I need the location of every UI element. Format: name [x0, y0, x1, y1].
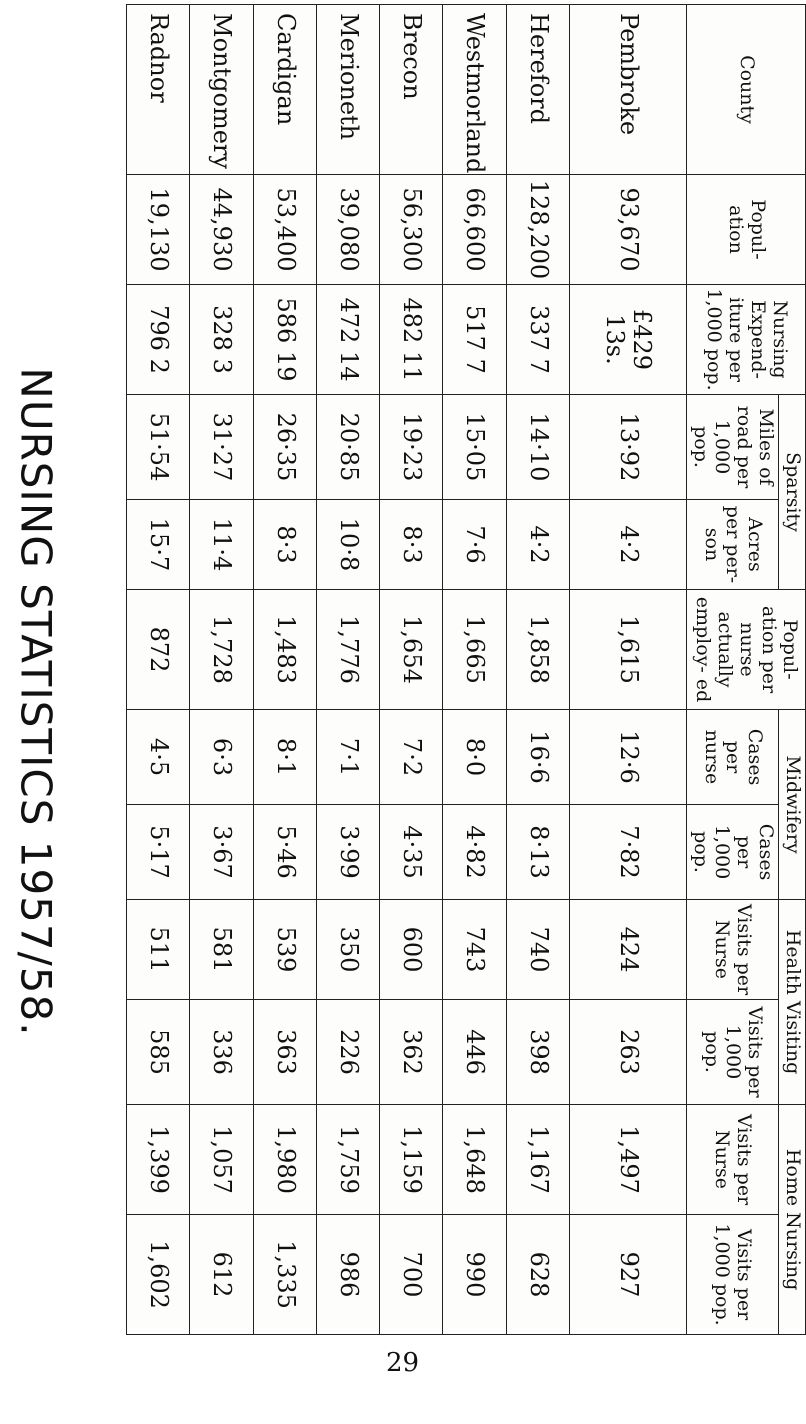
cell-population: 53,400 — [253, 175, 316, 285]
cell-miles: 19·23 — [380, 395, 443, 500]
cell-county: Brecon — [380, 5, 443, 175]
table-row — [380, 5, 443, 1335]
cell-cases-per-1000: 5·17 — [127, 805, 190, 900]
cell-county: Radnor — [127, 5, 190, 175]
cell-hv-visits-nurse: 743 — [443, 900, 506, 1000]
cell-cases-per-nurse: 8·0 — [443, 710, 506, 805]
cell-cases-per-1000: 8·13 — [506, 805, 569, 900]
cell-county: Pembroke — [569, 5, 686, 175]
cell-hn-visits-nurse: 1,057 — [190, 1105, 253, 1215]
cell-county: Westmorland — [443, 5, 506, 175]
page-number: 29 — [386, 1348, 420, 1378]
cell-hn-visits-1000: 927 — [569, 1215, 686, 1335]
cell-hn-visits-nurse: 1,759 — [316, 1105, 379, 1215]
cell-hv-visits-1000: 226 — [316, 1000, 379, 1105]
header-hv-visits-per-1000: Visits per 1,000 pop. — [686, 1000, 778, 1105]
header-hv-visits-per-nurse: Visits per Nurse — [686, 900, 778, 1000]
cell-cases-per-nurse: 8·1 — [253, 710, 316, 805]
table-row — [569, 5, 686, 1335]
cell-acres: 8·3 — [380, 500, 443, 590]
cell-hn-visits-1000: 612 — [190, 1215, 253, 1335]
table-row — [316, 5, 379, 1335]
cell-hv-visits-1000: 362 — [380, 1000, 443, 1105]
cell-expenditure: 586 19 — [253, 285, 316, 395]
cell-expenditure: 472 14 — [316, 285, 379, 395]
cell-hv-visits-nurse: 600 — [380, 900, 443, 1000]
cell-cases-per-nurse: 16·6 — [506, 710, 569, 805]
cell-cases-per-1000: 3·67 — [190, 805, 253, 900]
header-nursing-expenditure: Nursing Expend- iture per 1,000 pop. — [686, 285, 805, 395]
cell-pop-per-nurse: 1,665 — [443, 590, 506, 710]
page-heading-text: NURSING STATISTICS 1957/58. — [11, 367, 61, 1037]
header-miles-of-road: Miles of road per 1,000 pop. — [686, 395, 778, 500]
cell-pop-per-nurse: 872 — [127, 590, 190, 710]
header-population-per-nurse: Popul- ation per nurse actually employ- ed — [686, 590, 805, 710]
cell-population: 19,130 — [127, 175, 190, 285]
cell-hv-visits-nurse: 740 — [506, 900, 569, 1000]
cell-hv-visits-nurse: 539 — [253, 900, 316, 1000]
header-hn-visits-per-nurse: Visits per Nurse — [686, 1105, 778, 1215]
table-row — [127, 5, 190, 1335]
header-cases-per-nurse: Cases per nurse — [686, 710, 778, 805]
cell-acres: 11·4 — [190, 500, 253, 590]
cell-hv-visits-1000: 446 — [443, 1000, 506, 1105]
cell-cases-per-nurse: 7·1 — [316, 710, 379, 805]
cell-hn-visits-nurse: 1,167 — [506, 1105, 569, 1215]
table-row — [443, 5, 506, 1335]
cell-hv-visits-1000: 398 — [506, 1000, 569, 1105]
table-row — [190, 5, 253, 1335]
cell-population: 44,930 — [190, 175, 253, 285]
cell-acres: 7·6 — [443, 500, 506, 590]
group-health-visiting: Health Visiting — [779, 900, 806, 1105]
group-midwifery: Midwifery — [779, 710, 806, 900]
cell-hv-visits-1000: 336 — [190, 1000, 253, 1105]
cell-hn-visits-nurse: 1,159 — [380, 1105, 443, 1215]
cell-hv-visits-1000: 585 — [127, 1000, 190, 1105]
cell-pop-per-nurse: 1,728 — [190, 590, 253, 710]
cell-acres: 4·2 — [569, 500, 686, 590]
cell-hv-visits-nurse: 511 — [127, 900, 190, 1000]
cell-miles: 26·35 — [253, 395, 316, 500]
cell-pop-per-nurse: 1,776 — [316, 590, 379, 710]
cell-population: 56,300 — [380, 175, 443, 285]
cell-cases-per-nurse: 7·2 — [380, 710, 443, 805]
cell-hn-visits-nurse: 1,980 — [253, 1105, 316, 1215]
cell-acres: 8·3 — [253, 500, 316, 590]
table-row — [253, 5, 316, 1335]
cell-pop-per-nurse: 1,483 — [253, 590, 316, 710]
cell-cases-per-1000: 4·82 — [443, 805, 506, 900]
group-home-nursing: Home Nursing — [779, 1105, 806, 1335]
cell-expenditure: £429 13s. — [569, 285, 686, 395]
cell-hn-visits-nurse: 1,497 — [569, 1105, 686, 1215]
cell-county: Cardigan — [253, 5, 316, 175]
cell-miles: 20·85 — [316, 395, 379, 500]
cell-miles: 51·54 — [127, 395, 190, 500]
cell-expenditure: 328 3 — [190, 285, 253, 395]
rotated-table-wrapper — [126, 4, 806, 1334]
cell-population: 39,080 — [316, 175, 379, 285]
cell-population: 128,200 — [506, 175, 569, 285]
header-population: Popul- ation — [686, 175, 805, 285]
cell-expenditure: 482 11 — [380, 285, 443, 395]
cell-acres: 15·7 — [127, 500, 190, 590]
cell-hn-visits-1000: 990 — [443, 1215, 506, 1335]
cell-pop-per-nurse: 1,858 — [506, 590, 569, 710]
cell-pop-per-nurse: 1,615 — [569, 590, 686, 710]
cell-acres: 4·2 — [506, 500, 569, 590]
cell-county: Montgomery — [190, 5, 253, 175]
cell-hn-visits-1000: 628 — [506, 1215, 569, 1335]
cell-expenditure: 337 7 — [506, 285, 569, 395]
cell-hv-visits-1000: 363 — [253, 1000, 316, 1105]
cell-miles: 13·92 — [569, 395, 686, 500]
cell-population: 93,670 — [569, 175, 686, 285]
cell-hv-visits-nurse: 350 — [316, 900, 379, 1000]
cell-cases-per-1000: 4·35 — [380, 805, 443, 900]
cell-cases-per-1000: 3·99 — [316, 805, 379, 900]
cell-hn-visits-1000: 986 — [316, 1215, 379, 1335]
cell-county: Hereford — [506, 5, 569, 175]
cell-expenditure: 517 7 — [443, 285, 506, 395]
cell-cases-per-1000: 5·46 — [253, 805, 316, 900]
cell-acres: 10·8 — [316, 500, 379, 590]
statistics-sheet — [126, 4, 806, 1334]
cell-hn-visits-1000: 1,335 — [253, 1215, 316, 1335]
cell-hn-visits-1000: 1,602 — [127, 1215, 190, 1335]
cell-miles: 31·27 — [190, 395, 253, 500]
cell-cases-per-nurse: 4·5 — [127, 710, 190, 805]
page-heading — [6, 52, 66, 1352]
header-hn-visits-per-1000: Visits per 1,000 pop. — [686, 1215, 778, 1335]
cell-miles: 14·10 — [506, 395, 569, 500]
cell-hn-visits-nurse: 1,648 — [443, 1105, 506, 1215]
cell-hn-visits-nurse: 1,399 — [127, 1105, 190, 1215]
cell-cases-per-1000: 7·82 — [569, 805, 686, 900]
table-row — [506, 5, 569, 1335]
header-row-groups — [779, 5, 806, 1335]
cell-pop-per-nurse: 1,654 — [380, 590, 443, 710]
cell-cases-per-nurse: 6·3 — [190, 710, 253, 805]
cell-population: 66,600 — [443, 175, 506, 285]
cell-cases-per-nurse: 12·6 — [569, 710, 686, 805]
cell-hn-visits-1000: 700 — [380, 1215, 443, 1335]
group-sparsity: Sparsity — [779, 395, 806, 590]
nursing-statistics-table — [126, 4, 806, 1335]
header-acres-per-person: Acres per per- son — [686, 500, 778, 590]
header-county: County — [686, 5, 805, 175]
cell-hv-visits-1000: 263 — [569, 1000, 686, 1105]
cell-hv-visits-nurse: 581 — [190, 900, 253, 1000]
cell-county: Merioneth — [316, 5, 379, 175]
header-cases-per-1000: Cases per 1,000 pop. — [686, 805, 778, 900]
cell-expenditure: 796 2 — [127, 285, 190, 395]
cell-hv-visits-nurse: 424 — [569, 900, 686, 1000]
cell-miles: 15·05 — [443, 395, 506, 500]
